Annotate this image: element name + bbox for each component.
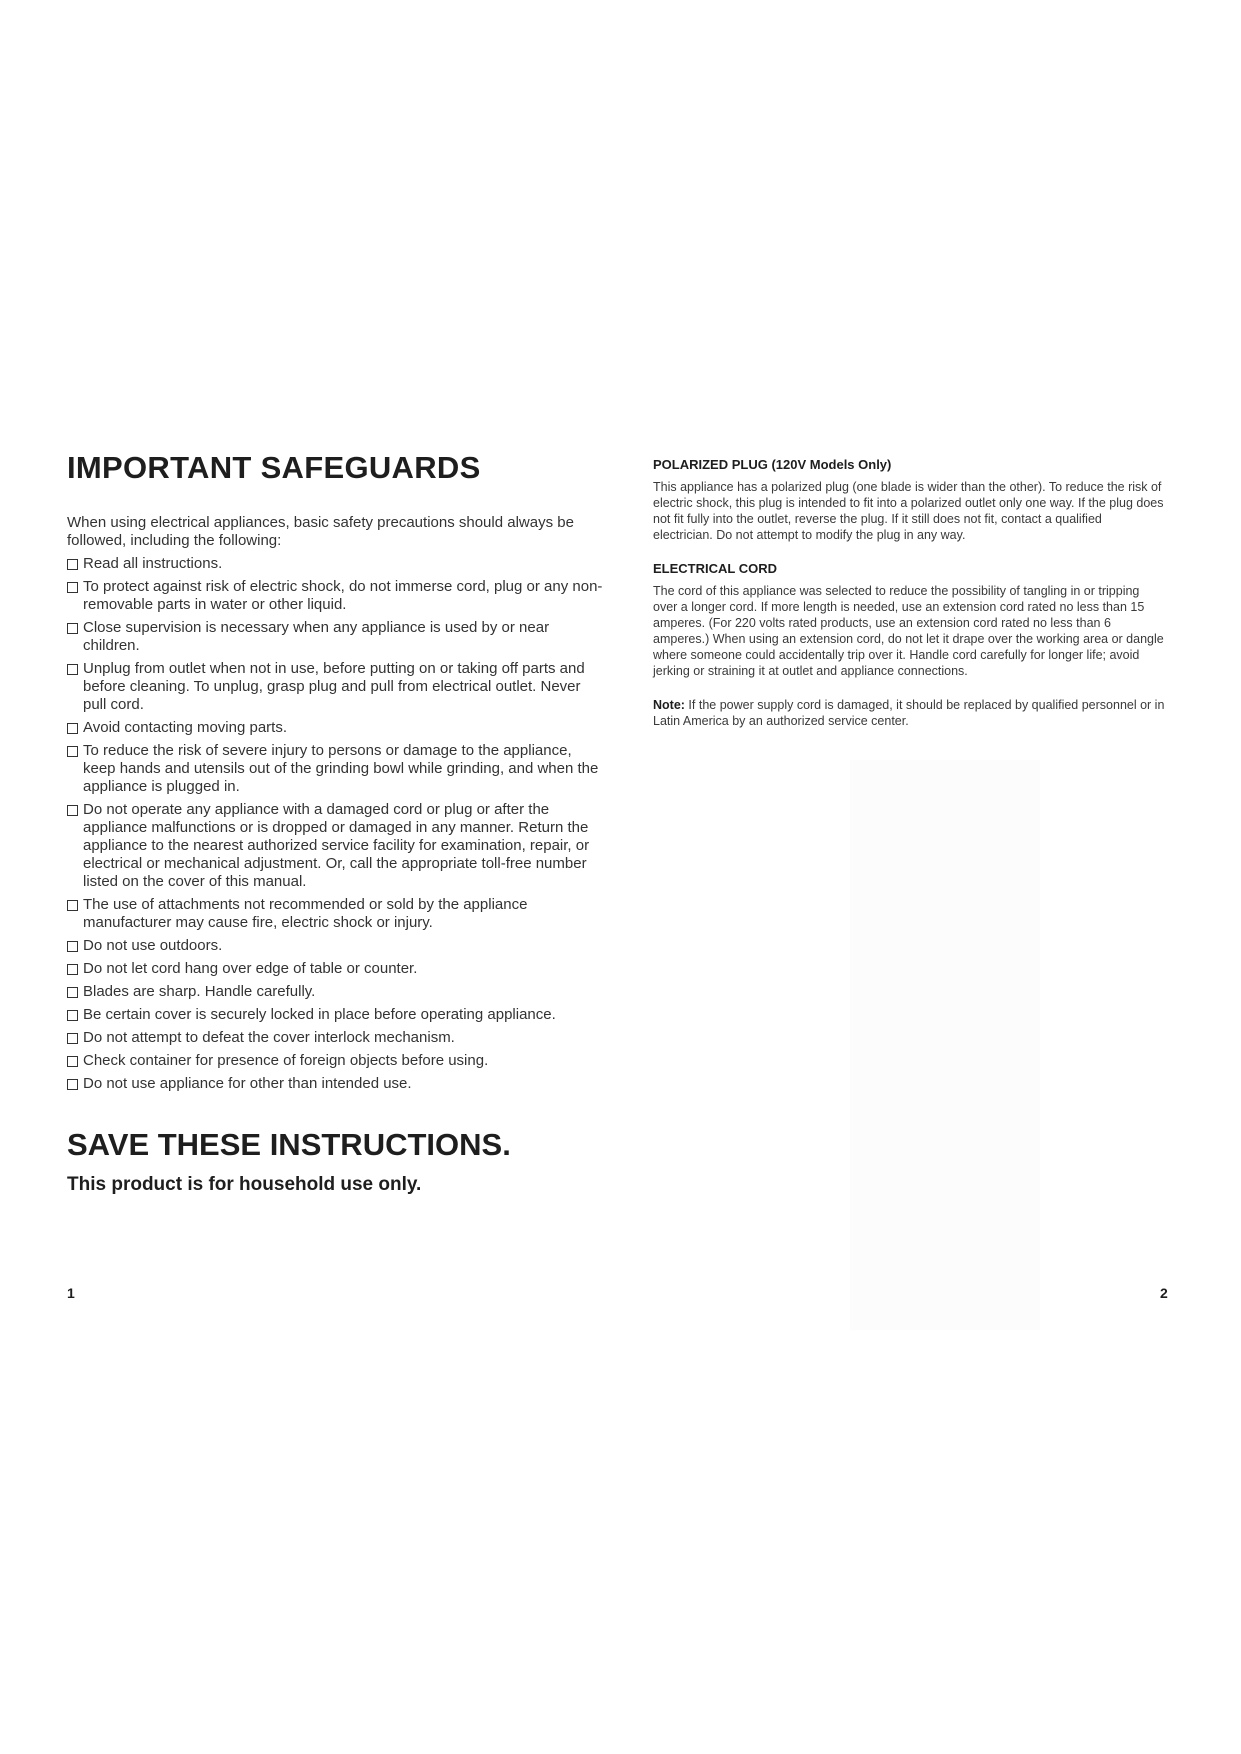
- list-item: Avoid contacting moving parts.: [67, 719, 607, 737]
- list-item: Blades are sharp. Handle carefully.: [67, 983, 607, 1001]
- list-item: The use of attachments not recommended or sold by the appliance manufacturer may cause fire, electric shock or injury.: [67, 896, 607, 932]
- electrical-cord-heading: ELECTRICAL CORD: [653, 561, 777, 576]
- list-item: Unplug from outlet when not in use, before putting on or taking off parts and before cleaning. To unplug, grasp plug and pull from electrical outlet. Never pull cord.: [67, 660, 607, 714]
- checkbox-icon: [67, 941, 78, 952]
- list-item: Do not attempt to defeat the cover interlock mechanism.: [67, 1029, 607, 1047]
- checkbox-icon: [67, 746, 78, 757]
- checkbox-icon: [67, 623, 78, 634]
- note-text: If the power supply cord is damaged, it should be replaced by qualified personnel or in Latin America by an authorized service center.: [653, 698, 1165, 728]
- checkbox-icon: [67, 805, 78, 816]
- note-label: Note:: [653, 698, 685, 712]
- safeguards-list: [67, 555, 607, 1093]
- checkbox-icon: [67, 964, 78, 975]
- checkbox-icon: [67, 582, 78, 593]
- list-item: Read all instructions.: [67, 555, 607, 573]
- list-item: Check container for presence of foreign objects before using.: [67, 1052, 607, 1070]
- checkbox-icon: [67, 664, 78, 675]
- save-instructions-heading: SAVE THESE INSTRUCTIONS.: [67, 1127, 511, 1162]
- left-page-content: [67, 450, 607, 1197]
- electrical-cord-text: The cord of this appliance was selected to reduce the possibility of tangling in or tripping over a longer cord. If more length is needed, use an extension cord rated no less than 15 amperes. (For 220 volts rated products, use an extension cord rated no less than 6 amperes.) When using an extension cord, do not let it drape over the working area or dangle where someone could accidentally trip over it. Handle cord carefully for longer life; avoid jerking or straining it at outlet and appliance connections.: [653, 584, 1164, 678]
- page-number-left: 1: [67, 1285, 75, 1301]
- checkbox-icon: [67, 987, 78, 998]
- checkbox-icon: [67, 1056, 78, 1067]
- checkbox-icon: [67, 1010, 78, 1021]
- list-item: To reduce the risk of severe injury to persons or damage to the appliance, keep hands and utensils out of the grinding bowl while grinding, and when the appliance is plugged in.: [67, 742, 607, 796]
- list-item: Be certain cover is securely locked in place before operating appliance.: [67, 1006, 607, 1024]
- right-page-content: [653, 457, 1165, 747]
- background-shade: [850, 760, 1040, 1330]
- list-item: Do not use appliance for other than intended use.: [67, 1075, 607, 1093]
- checkbox-icon: [67, 559, 78, 570]
- note-paragraph: [653, 697, 1165, 729]
- list-item: Do not operate any appliance with a damaged cord or plug or after the appliance malfunctions or is dropped or damaged in any manner. Return the appliance to the nearest authorized service facility for examination, repair, or electrical or mechanical adjustment. Or, call the appropriate toll-free number listed on the cover of this manual.: [67, 801, 607, 891]
- list-item: Close supervision is necessary when any appliance is used by or near children.: [67, 619, 607, 655]
- list-item: To protect against risk of electric shock, do not immerse cord, plug or any non-removable parts in water or other liquid.: [67, 578, 607, 614]
- checkbox-icon: [67, 1079, 78, 1090]
- checkbox-icon: [67, 900, 78, 911]
- checkbox-icon: [67, 723, 78, 734]
- polarized-plug-heading: POLARIZED PLUG (120V Models Only): [653, 457, 892, 472]
- checkbox-icon: [67, 1033, 78, 1044]
- list-item: Do not use outdoors.: [67, 937, 607, 955]
- household-use-notice: This product is for household use only.: [67, 1174, 422, 1195]
- polarized-plug-text: This appliance has a polarized plug (one blade is wider than the other). To reduce the risk of electric shock, this plug is intended to fit into a polarized outlet only one way. If the plug does not fit fully into the outlet, reverse the plug. If it still does not fit, contact a qualified electrician. Do not attempt to modify the plug in any way.: [653, 480, 1164, 542]
- list-item: Do not let cord hang over edge of table or counter.: [67, 960, 607, 978]
- page-title: IMPORTANT SAFEGUARDS: [67, 450, 481, 485]
- intro-text: When using electrical appliances, basic safety precautions should always be followed, including the following:: [67, 514, 574, 549]
- page-number-right: 2: [1160, 1285, 1168, 1301]
